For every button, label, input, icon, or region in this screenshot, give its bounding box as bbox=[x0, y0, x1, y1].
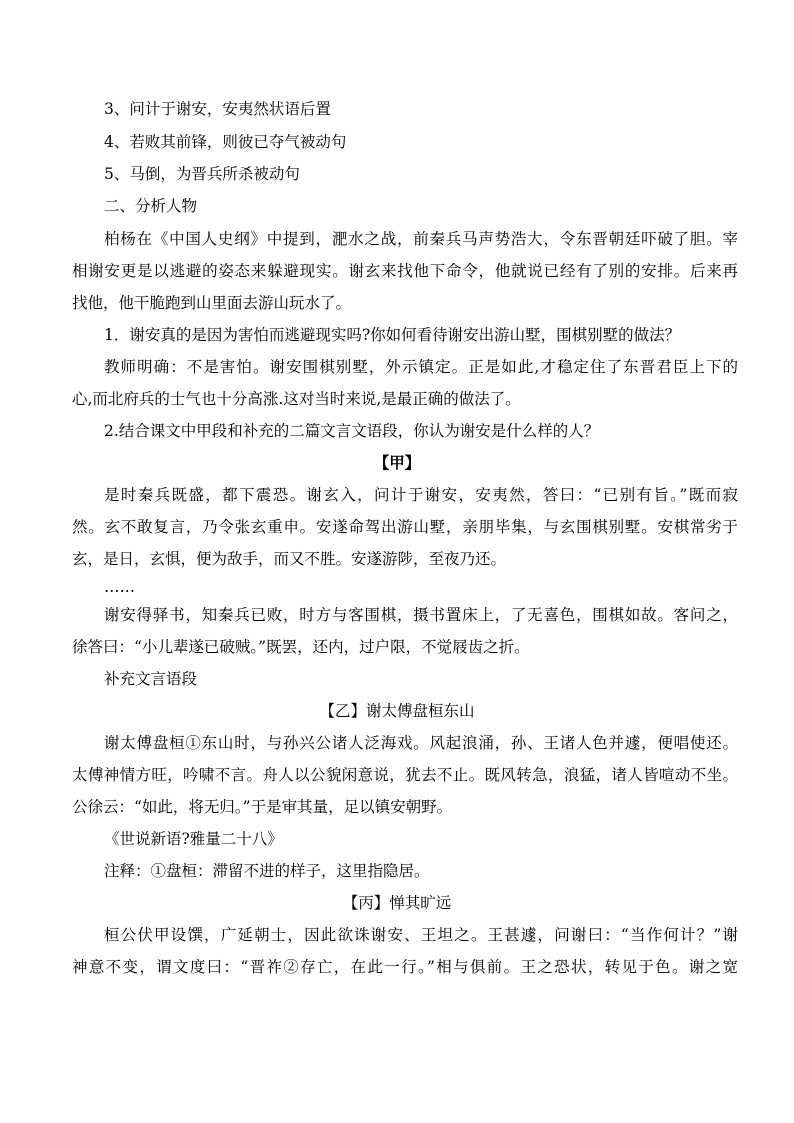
grammar-item-5: 5、马倒，为晋兵所杀被动句 bbox=[104, 165, 300, 183]
question-2: 2.结合课文中甲段和补充的二篇文言文语段，你认为谢安是什么样的人？ bbox=[104, 422, 600, 440]
question-1: 1．谢安真的是因为害怕而逃避现实吗?你如何看待谢安出游山墅，围棋别墅的做法？ bbox=[104, 326, 681, 344]
grammar-item-4: 4、若败其前锋，则彼已夺气被动句 bbox=[104, 133, 347, 151]
ellipsis: …… bbox=[104, 578, 135, 596]
paragraph-line: 找他，他干脆跑到山里面去游山玩水了。 bbox=[72, 294, 352, 312]
passage-line: 是时秦兵既盛，都下震恐。谢玄入，问计于谢安，安夷然，答曰：“已别有旨。”既而寂 bbox=[104, 486, 738, 504]
answer-line: 心,而北府兵的士气也十分高涨.这对当时来说,是最正确的做法了。 bbox=[72, 390, 521, 408]
passage-line: 桓公伏甲设馔，广延朝士，因此欲诛谢安、王坦之。王甚遽，问谢曰：“当作何计？”谢 bbox=[104, 926, 738, 944]
paragraph-line: 相谢安更是以逃避的姿态来躲避现实。谢玄来找他下命令，他就说已经有了别的安排。后来再 bbox=[72, 262, 738, 280]
passage-line: 玄，是日，玄惧，便为敌手，而又不胜。安遂游陟，至夜乃还。 bbox=[72, 550, 507, 568]
passage-line: 徐答曰：“小儿辈遂已破贼。”既罢，还内，过户限，不觉屐齿之折。 bbox=[72, 638, 530, 656]
answer-line: 教师明确：不是害怕。谢安围棋别墅，外示镇定。正是如此,才稳定住了东晋君臣上下的 bbox=[104, 358, 738, 376]
passage-line: 太傅神情方旺，吟啸不言。舟人以公貌闲意说，犹去不止。既风转急，浪猛，诸人皆喧动不坐。 bbox=[72, 766, 738, 784]
passage-line: 谢太傅盘桓①东山时，与孙兴公诸人泛海戏。风起浪涌，孙、王诸人色并遽，便唱使还。 bbox=[104, 734, 738, 752]
passage-line: 神意不变，谓文度曰：“晋祚②存亡，在此一行。”相与俱前。王之恐状，转见于色。谢之宽 bbox=[72, 958, 738, 976]
paragraph-line: 柏杨在《中国人史纲》中提到，淝水之战，前秦兵马声势浩大，令东晋朝廷吓破了胆。宰 bbox=[104, 230, 738, 248]
supplement-heading: 补充文言语段 bbox=[104, 670, 198, 688]
source-citation: 《世说新语?雅量二十八》 bbox=[104, 830, 283, 848]
annotation: 注释：①盘桓：滞留不进的样子，这里指隐居。 bbox=[104, 862, 430, 880]
passage-jia-title: 【甲】 bbox=[373, 453, 421, 472]
passage-yi-title: 【乙】谢太傅盘桓东山 bbox=[319, 702, 475, 720]
passage-line: 公徐云：“如此，将无归。”于是审其量，足以镇安朝野。 bbox=[72, 798, 453, 816]
passage-line: 然。玄不敢复言，乃令张玄重申。安遂命驾出游山墅，亲朋毕集，与玄围棋别墅。安棋常劣于 bbox=[72, 518, 738, 536]
section-heading: 二、分析人物 bbox=[104, 197, 198, 215]
grammar-item-3: 3、问计于谢安，安夷然状语后置 bbox=[104, 100, 331, 118]
passage-line: 谢安得驿书，知秦兵已败，时方与客围棋，摄书置床上，了无喜色，围棋如故。客问之， bbox=[104, 606, 738, 624]
passage-bing-title: 【丙】惮其旷远 bbox=[342, 894, 452, 912]
